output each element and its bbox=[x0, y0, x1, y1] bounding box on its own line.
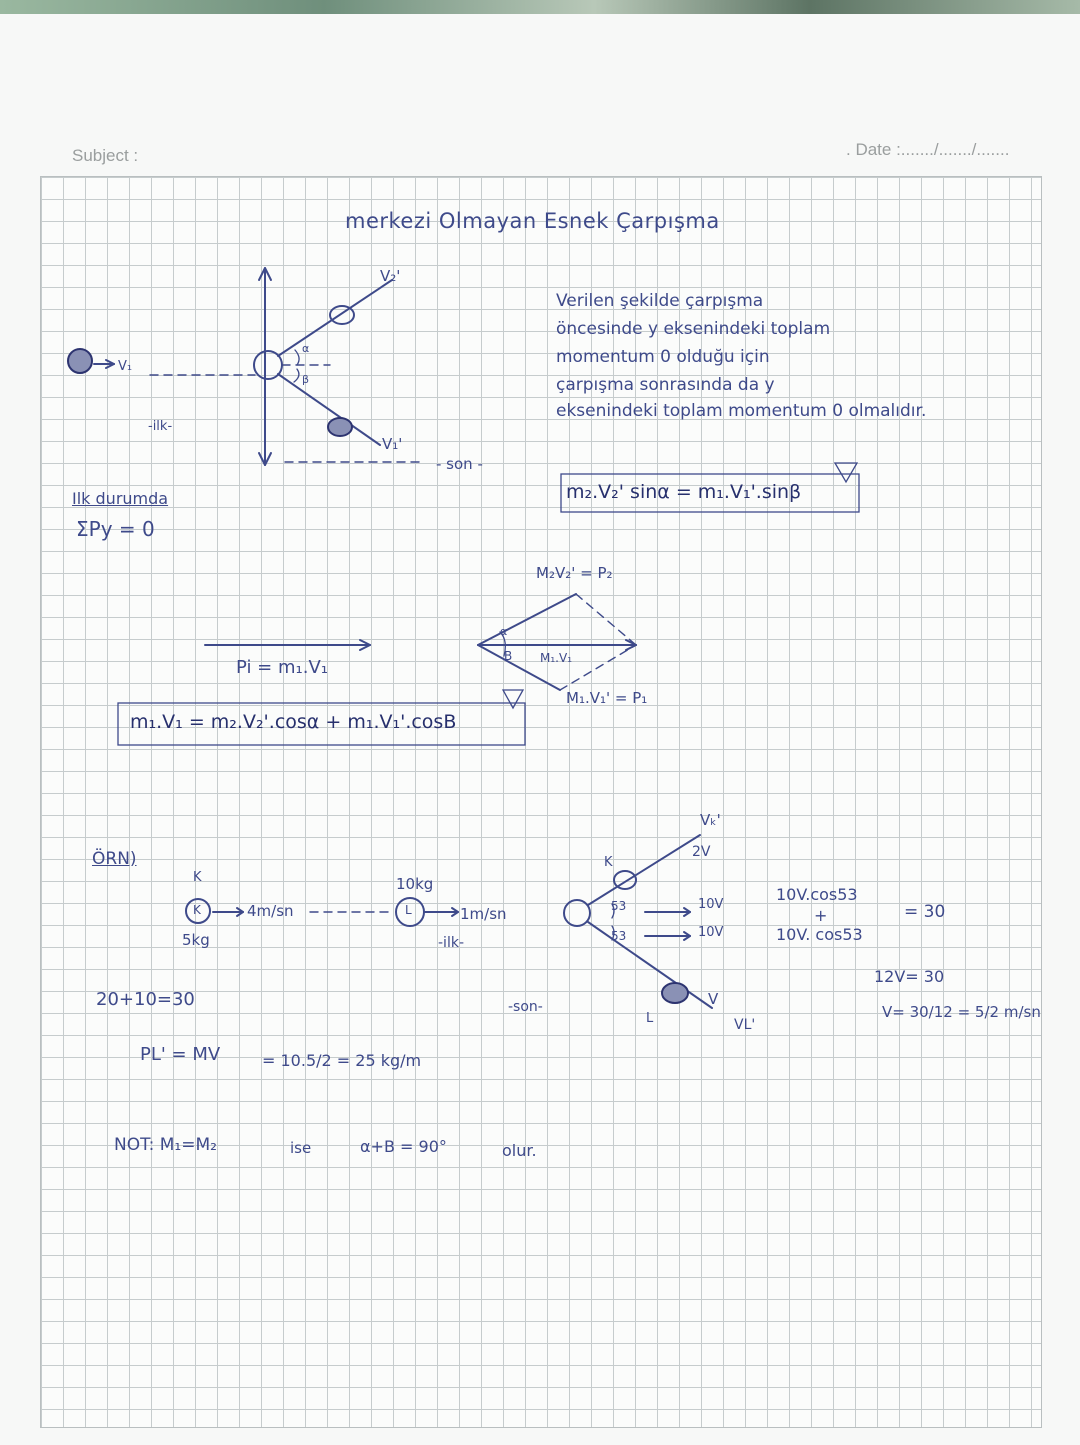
explanation-line-4: çarpışma sonrasında da y bbox=[556, 375, 775, 395]
explanation-line-3: momentum 0 olduğu için bbox=[556, 347, 770, 367]
note-olur: olur. bbox=[502, 1141, 537, 1160]
l-scatter-path bbox=[588, 922, 712, 1008]
v-result: V= 30/12 = 5/2 m/sn bbox=[882, 1003, 1041, 1021]
mass-k-label: 5kg bbox=[182, 931, 210, 949]
v2-prime-label: V₂' bbox=[380, 267, 401, 285]
example-collision-circle bbox=[564, 900, 590, 926]
sin-equation: m₂.V₂' sinα = m₁.V₁'.sinβ bbox=[566, 481, 802, 503]
pi-label: Pi = m₁.V₁ bbox=[236, 657, 328, 678]
date-label: . Date :......./......./....... bbox=[846, 140, 1010, 159]
small-l-label: L bbox=[646, 1011, 654, 1026]
triangle-beta-label: B bbox=[504, 649, 513, 663]
angle-bottom-53: 53 bbox=[611, 929, 627, 943]
p1-vector-label: M₁.V₁' = P₁ bbox=[566, 689, 648, 707]
v2-prime-path bbox=[278, 280, 392, 356]
ball-k-letter: K bbox=[193, 903, 201, 917]
note-result: α+B = 90° bbox=[360, 1137, 447, 1156]
m1v1-vector-label: M₁.V₁ bbox=[540, 651, 572, 665]
v1-prime-path bbox=[278, 374, 380, 445]
calc-line-1: 10V.cos53 bbox=[776, 885, 858, 904]
ball1-hatched-icon bbox=[328, 418, 352, 436]
angle-top-53: 53 bbox=[611, 899, 627, 913]
sum-py-label: ΣPy = 0 bbox=[76, 517, 155, 541]
pl-prime-formula: PL' = MV bbox=[140, 1044, 221, 1065]
pl-value: = 10.5/2 = 25 kg/m bbox=[262, 1051, 422, 1070]
ten-v-top-label: 10V bbox=[698, 897, 724, 912]
initial-state-label: Ilk durumda bbox=[72, 489, 169, 508]
example-label: ÖRN) bbox=[92, 849, 137, 869]
note-text: NOT: M₁=M₂ bbox=[114, 1135, 217, 1155]
mass-l-label: 10kg bbox=[396, 875, 434, 893]
p2-vector bbox=[478, 594, 576, 645]
explanation-line-2: öncesinde y eksenindeki toplam bbox=[556, 319, 831, 339]
explanation-line-5: eksenindeki toplam momentum 0 olmalıdır. bbox=[556, 401, 927, 421]
k-top-label: K bbox=[193, 870, 202, 885]
twelve-v-equation: 12V= 30 bbox=[874, 967, 945, 986]
calc-result: = 30 bbox=[904, 902, 946, 922]
ten-v-bottom-label: 10V bbox=[698, 925, 724, 940]
v-label: V bbox=[708, 990, 719, 1008]
calc-plus: + bbox=[814, 906, 828, 925]
small-k-ball-icon bbox=[614, 871, 636, 889]
triangle-alpha-label: α bbox=[500, 625, 508, 638]
small-k-label: K bbox=[604, 855, 613, 870]
son-label: - son - bbox=[436, 455, 483, 473]
ball2-outline-icon bbox=[330, 306, 354, 324]
example-ilk-label: -ilk- bbox=[438, 935, 464, 951]
speed-l-label: 1m/sn bbox=[460, 905, 507, 923]
v1-prime-label: V₁' bbox=[382, 435, 403, 453]
ball-l-letter: L bbox=[405, 903, 412, 917]
explanation-line-1: Verilen şekilde çarpışma bbox=[556, 291, 764, 311]
speed-k-label: 4m/sn bbox=[247, 902, 294, 920]
small-l-ball-icon bbox=[662, 983, 688, 1003]
vk-prime-label: Vₖ' bbox=[700, 811, 721, 829]
momentum-sum: 20+10=30 bbox=[96, 989, 195, 1010]
ilk-label: -ilk- bbox=[148, 419, 173, 434]
page-title: merkezi Olmayan Esnek Çarpışma bbox=[345, 209, 720, 233]
beta-angle-label: β bbox=[302, 373, 310, 386]
vl-prime-label: VL' bbox=[734, 1017, 756, 1033]
note-ise: ise bbox=[290, 1139, 312, 1157]
calc-line-2: 10V. cos53 bbox=[776, 925, 863, 944]
alpha-angle-label: α bbox=[302, 342, 310, 355]
incoming-ball-icon bbox=[68, 349, 92, 373]
subject-label: Subject : bbox=[72, 146, 139, 165]
cos-equation: m₁.V₁ = m₂.V₂'.cosα + m₁.V₁'.cosB bbox=[130, 711, 457, 733]
two-v-label: 2V bbox=[692, 844, 711, 860]
v1-label: V₁ bbox=[118, 359, 133, 374]
p2-vector-label: M₂V₂' = P₂ bbox=[536, 564, 613, 582]
example-son-label: -son- bbox=[508, 999, 543, 1015]
